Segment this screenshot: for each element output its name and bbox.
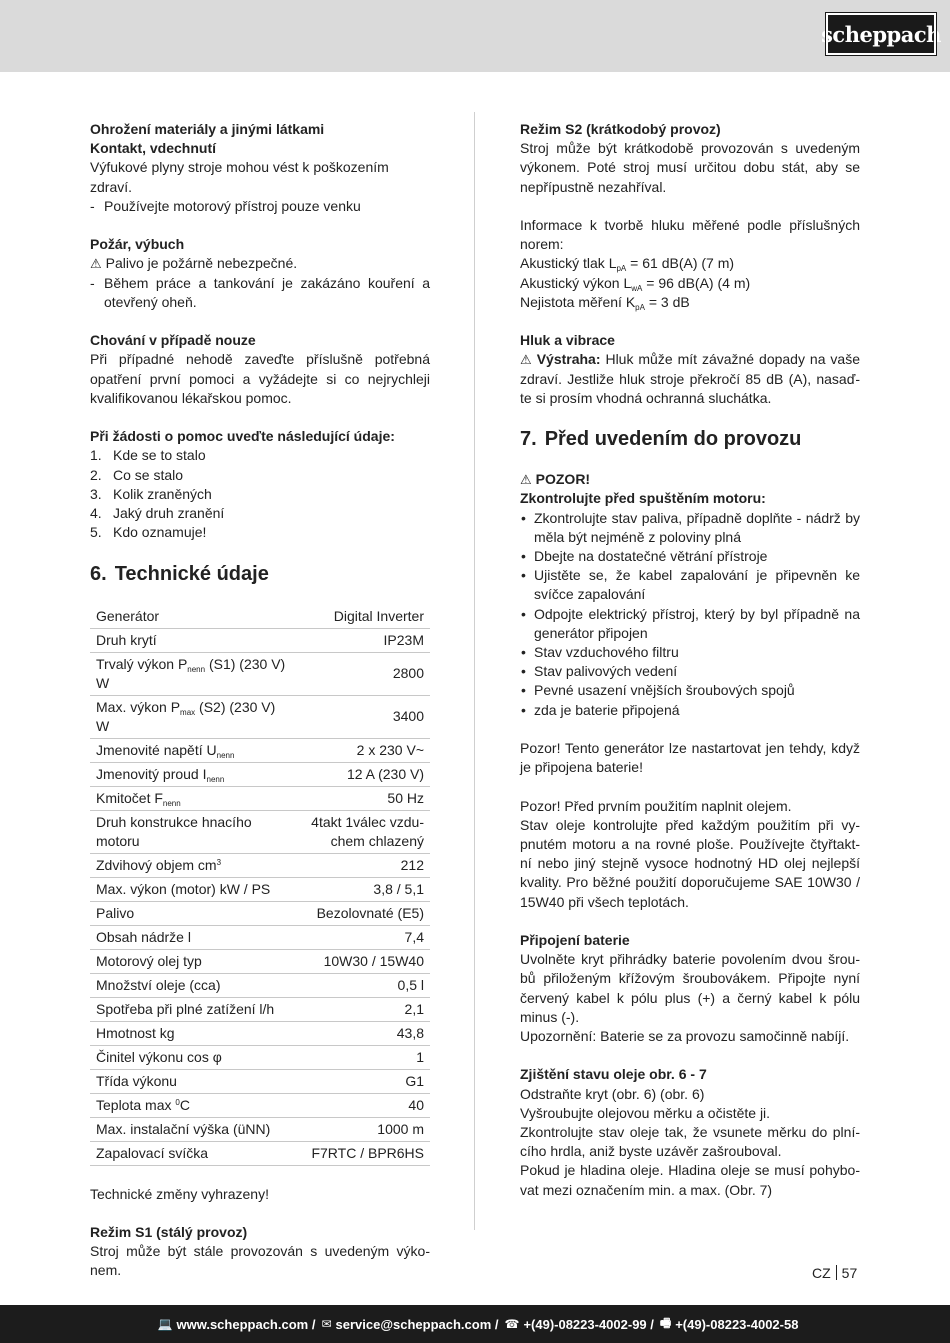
table-row <box>90 738 430 762</box>
attention-line: ⚠ POZOR! <box>520 471 591 488</box>
spec-value: F7RTC / BPR6HS <box>292 1141 430 1165</box>
table-row <box>90 997 430 1021</box>
spec-value: 43,8 <box>292 1021 430 1045</box>
hazard-text: Výfukové plyny stroje mohou vést k poškozením zdraví. <box>90 159 389 195</box>
footer-web[interactable]: www.scheppach.com / <box>176 1316 316 1332</box>
spec-value: 4takt 1válec vzdu-chem chlazený <box>292 810 430 853</box>
table-row <box>90 973 430 997</box>
spec-value: 2800 <box>292 652 430 695</box>
brand-logo: scheppach <box>826 13 936 55</box>
spec-value: Bezolovnaté (E5) <box>292 901 430 925</box>
spec-value: 1000 m <box>292 1117 430 1141</box>
item-number: 4. <box>90 505 102 522</box>
list-item <box>90 523 430 542</box>
item-text: Kdo oznamuje! <box>113 524 207 541</box>
table-row <box>90 853 430 877</box>
hazard-title: Ohrožení materiály a jinými látkami <box>90 121 325 137</box>
battery-text: Uvolněte kryt přihrádky baterie povolením dvou šrou-bů přiloženým křížovým šroubovákem. Připojte nyní červený kabel k pólu plus (+) a černý kabel k pólu minus (-). <box>520 951 860 1025</box>
spec-key: Zapalovací svíčka <box>90 1141 292 1165</box>
footer-fax: +(49)-08223-4002-58 <box>675 1316 799 1332</box>
vibration-text: ⚠ Výstraha: Hluk může mít závažné dopady na vaše zdraví. Jestliže hluk stroje překročí 85 dB (A), nasaď-te si prosím vhodná ochranná sluchátka. <box>520 351 860 406</box>
list-item: • Dbejte na dostatečné větrání přístroje <box>520 547 860 566</box>
hazard-section <box>90 120 430 216</box>
fax-icon: 🖷 <box>659 1315 672 1330</box>
noise-pressure: Akustický tlak $L_{pA} = 61$ dB(A) (7 m) <box>520 255 735 274</box>
item-number: 2. <box>90 466 102 483</box>
list-item: • Pevné usazení vnějších šroubových spojů <box>520 681 860 700</box>
computer-icon: 💻 <box>157 1317 173 1331</box>
spec-value: 7,4 <box>292 925 430 949</box>
oil-step: Odstraňte kryt (obr. 6) (obr. 6) <box>520 1085 705 1102</box>
column-divider <box>474 112 475 1230</box>
spec-key: Druh krytí <box>90 628 292 652</box>
commission-checklist <box>520 470 860 720</box>
oil-step: Zkontrolujte stav oleje tak, že vsunete měrku do plní-cího hrdla, aniž byste uzávěr zašrouboval. <box>520 1124 860 1160</box>
list-item: - Používejte motorový přístroj pouze venku <box>90 197 430 216</box>
spec-value: 0,5 l <box>292 973 430 997</box>
oil-step: Pokud je hladina oleje. Hladina oleje se musí pohybo-vat mezi označením min. a max. (Obr. 7) <box>520 1162 860 1198</box>
section-title: Technické údaje <box>114 562 269 585</box>
help-list <box>90 446 430 542</box>
spec-key: Jmenovité napětí $U_{nenn}$ <box>90 738 292 762</box>
footer-phone: +(49)-08223-4002-99 / <box>523 1316 654 1332</box>
table-row <box>90 652 430 695</box>
battery-start-note: Pozor! Tento generátor lze nastartovat jen tehdy, když je připojena baterie! <box>520 740 860 776</box>
table-row <box>90 695 430 738</box>
spec-key: Kmitočet $F_{nenn}$ <box>90 786 292 810</box>
tech-changes-note: Technické změny vyhrazeny! <box>90 1185 269 1202</box>
spec-key: Max. výkon (motor) kW / PS <box>90 877 292 901</box>
spec-value: 3400 <box>292 695 430 738</box>
list-item: • Stav vzduchového filtru <box>520 643 860 662</box>
item-text: Co se stalo <box>113 466 184 483</box>
table-row <box>90 901 430 925</box>
hazard-list <box>90 197 430 216</box>
footer-mail[interactable]: service@scheppach.com / <box>335 1316 499 1332</box>
fire-warning <box>90 254 430 273</box>
spec-key: Činitel výkonu cos φ <box>90 1045 292 1069</box>
spec-key: Jmenovitý proud $I_{nenn}$ <box>90 762 292 786</box>
section-heading-commission <box>520 427 860 451</box>
phone-icon: ☎ <box>504 1317 520 1331</box>
battery-note: Upozornění: Baterie se za provozu samočinně nabíjí. <box>520 1028 850 1045</box>
oil-level-title: Zjištění stavu oleje obr. 6 - 7 <box>520 1066 707 1083</box>
section-title: Před uvedením do provozu <box>544 428 802 451</box>
spec-key: Trvalý výkon $P_{nenn}$ (S1) (230 V) W <box>90 652 292 695</box>
spec-value: 50 Hz <box>292 786 430 810</box>
spec-key: Druh konstrukce hnacího motoru <box>90 810 292 853</box>
section-heading-tech <box>90 562 430 586</box>
list-item: - Během práce a tankování je zakázáno kouření a otevřený oheň. <box>90 274 430 312</box>
emergency-section <box>90 331 430 408</box>
warning-triangle-icon: ⚠ <box>520 472 532 488</box>
spec-key: Obsah nádrže l <box>90 925 292 949</box>
table-row <box>90 949 430 973</box>
spec-key: Hmotnost kg <box>90 1021 292 1045</box>
spec-value: 3,8 / 5,1 <box>292 877 430 901</box>
warning-triangle-icon: ⚠ <box>520 352 533 368</box>
page-lang: CZ <box>812 1265 831 1281</box>
spec-value: 10W30 / 15W40 <box>292 949 430 973</box>
page-divider <box>836 1265 837 1280</box>
s1-section <box>90 1223 430 1281</box>
hazard-subtitle: Kontakt, vdechnutí <box>90 140 217 157</box>
oil-note <box>520 797 860 912</box>
spec-value: 1 <box>292 1045 430 1069</box>
section-number: 7. <box>520 428 537 451</box>
vibration-title: Hluk a vibrace <box>520 332 615 349</box>
section-number: 6. <box>90 562 107 585</box>
s2-section <box>520 120 860 197</box>
spec-value: 212 <box>292 853 430 877</box>
spec-key: Motorový olej typ <box>90 949 292 973</box>
list-item <box>90 466 430 485</box>
spec-value: IP23M <box>292 628 430 652</box>
fire-warning-text: Palivo je požárně nebezpečné. <box>105 255 298 272</box>
noise-uncertainty: Nejistota měření $K_{pA} = 3$ dB <box>520 293 690 312</box>
s1-text: Stroj může být stále provozován s uvedeným výko-nem. <box>90 1243 430 1279</box>
emergency-title: Chování v případě nouze <box>90 332 256 349</box>
list-item: • Zkontrolujte stav paliva, případně doplňte - nádrž by měla být nejméně z poloviny plná <box>520 509 860 547</box>
warning-triangle-icon: ⚠ <box>90 256 102 272</box>
table-row <box>90 628 430 652</box>
footer-bar <box>0 1305 950 1343</box>
table-row <box>90 1045 430 1069</box>
list-item: • Ujistěte se, že kabel zapalování je připevněn ke svíčce zapalování <box>520 566 860 604</box>
item-text: Kde se to stalo <box>113 447 206 464</box>
emergency-text: Při případné nehodě zaveďte příslušně potřebná opatření první pomoci a vyžádejte si co nejrychleji kvalifikovanou lékařskou pomoc. <box>90 351 430 406</box>
s2-title: Režim S2 (krátkodobý provoz) <box>520 121 721 137</box>
table-row <box>90 877 430 901</box>
s2-text: Stroj může být krátkodobě provozován s uvedeným výkonem. Poté stroj musí určitou dobu stát, aby se nepřípustně nezahříval. <box>520 140 860 195</box>
spec-key: Zdvihový objem $cm^3$ <box>90 853 292 877</box>
envelope-icon: ✉ <box>321 1317 332 1331</box>
item-number: 1. <box>90 447 102 464</box>
s1-title: Režim S1 (stálý provoz) <box>90 1224 248 1240</box>
item-number: 3. <box>90 485 102 502</box>
list-item <box>90 485 430 504</box>
spec-key: Max. instalační výška (üNN) <box>90 1117 292 1141</box>
item-text: Jaký druh zranění <box>113 505 225 522</box>
check-list <box>520 509 860 720</box>
spec-key: Spotřeba při plné zatížení l/h <box>90 997 292 1021</box>
help-title: Při žádosti o pomoc uveďte následující údaje: <box>90 428 395 445</box>
battery-title: Připojení baterie <box>520 932 630 949</box>
noise-power: Akustický výkon $L_{wA} = 96$ dB(A) (4 m) <box>520 274 751 293</box>
right-column <box>520 120 860 1219</box>
noise-section <box>520 216 860 312</box>
table-row <box>90 1141 430 1165</box>
battery-section <box>520 931 860 1046</box>
table-row <box>90 1117 430 1141</box>
table-row <box>90 762 430 786</box>
item-text: Kolik zraněných <box>113 485 212 502</box>
spec-key: Množství oleje (cca) <box>90 973 292 997</box>
oil-step: Vyšroubujte olejovou měrku a očistěte ji. <box>520 1104 771 1121</box>
oil-level-section <box>520 1065 860 1199</box>
spec-value: 2,1 <box>292 997 430 1021</box>
table-row <box>90 1021 430 1045</box>
warning-label: Výstraha: <box>536 351 601 368</box>
spec-key: Generátor <box>90 605 292 629</box>
spec-value: 2 x 230 V~ <box>292 738 430 762</box>
table-row <box>90 810 430 853</box>
left-column <box>90 120 430 1300</box>
table-row <box>90 1069 430 1093</box>
spec-value: Digital Inverter <box>292 605 430 629</box>
fire-list <box>90 274 430 312</box>
vibration-section <box>520 331 860 408</box>
list-item: • Stav palivových vedení <box>520 662 860 681</box>
table-row <box>90 605 430 629</box>
spec-value: G1 <box>292 1069 430 1093</box>
list-item: • Odpojte elektrický přístroj, který by byl případně na generátor připojen <box>520 605 860 643</box>
fire-title: Požár, výbuch <box>90 236 185 253</box>
help-section <box>90 427 430 542</box>
spec-table <box>90 605 430 1166</box>
list-item <box>90 504 430 523</box>
list-item: • zda je baterie připojená <box>520 701 860 720</box>
item-number: 5. <box>90 524 102 541</box>
spec-key: Palivo <box>90 901 292 925</box>
header-band <box>0 0 950 72</box>
spec-key: Třída výkonu <box>90 1069 292 1093</box>
list-item <box>90 446 430 465</box>
oil-note-text: Stav oleje kontrolujte před každým použitím při vy-pnutém motoru a na rovné ploše. Používejte čtyřtakt-ní nebo jiný stejně vysoce hodnotný HD olej nejlepší kvality. Pro běžné použití doporučujeme SAE 10W30 / 15W40 při všech teplotách. <box>520 816 860 910</box>
spec-value: 12 A (230 V) <box>292 762 430 786</box>
fire-section <box>90 235 430 312</box>
spec-key: Teplota max $^0$C <box>90 1093 292 1117</box>
table-row <box>90 786 430 810</box>
oil-note-first: Pozor! Před prvním použitím naplnit olejem. <box>520 797 792 814</box>
spec-value: 40 <box>292 1093 430 1117</box>
table-row <box>90 925 430 949</box>
check-title: Zkontrolujte před spuštěním motoru: <box>520 490 766 507</box>
spec-key: Max. výkon $P_{max}$ (S2) (230 V) W <box>90 695 292 738</box>
table-row <box>90 1093 430 1117</box>
page-number-value: 57 <box>841 1265 858 1281</box>
noise-intro: Informace k tvorbě hluku měřené podle příslušných norem: <box>520 217 860 253</box>
page-number <box>812 1265 857 1281</box>
